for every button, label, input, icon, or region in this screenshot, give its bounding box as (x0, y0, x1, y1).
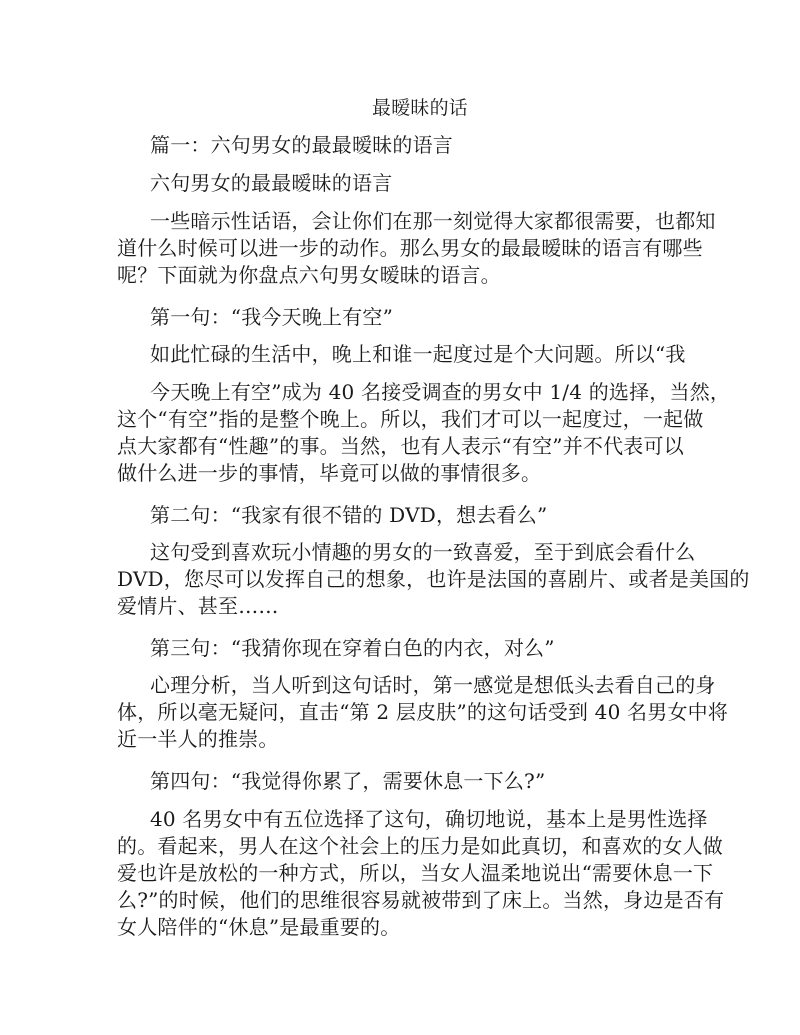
text-line: 点大家都有“性趣”的事。当然，也有人表示“有空”并不代表可以 (117, 434, 684, 458)
text-line: 近一半人的推崇。 (117, 727, 279, 751)
text-line: 女人陪伴的“休息”是最重要的。 (117, 915, 401, 939)
text-line: 道什么时候可以进一步的动作。那么男女的最最暧昧的语言有哪些 (117, 236, 703, 260)
text-line: 的。看起来，男人在这个社会上的压力是如此真切，和喜欢的女人做 (117, 834, 723, 858)
text-line: 心理分析，当人听到这句话时，第一感觉是想低头去看自己的身 (150, 673, 716, 697)
section-heading: 篇一：六句男女的最最暧昧的语言 (150, 133, 453, 157)
text-line: 呢？下面就为你盘点六句男女暧昧的语言。 (117, 263, 501, 287)
text-line: 这句受到喜欢玩小情趣的男女的一致喜爱，至于到底会看什么 (150, 540, 696, 564)
sentence-heading: 第三句：“我猜你现在穿着白色的内衣，对么” (150, 636, 555, 660)
text-line: 爱情片、甚至…… (117, 594, 279, 618)
document-title: 最暧昧的话 (371, 97, 468, 119)
sentence-heading: 第四句：“我觉得你累了，需要休息一下么?” (150, 769, 546, 793)
text-line: 40 名男女中有五位选择了这句，确切地说，基本上是男性选择 (150, 807, 708, 831)
text-line: 如此忙碌的生活中，晚上和谁一起度过是个大问题。所以“我 (150, 342, 686, 366)
section-subheading: 六句男女的最最暧昧的语言 (150, 171, 393, 195)
text-line: DVD，您尽可以发挥自己的想象，也许是法国的喜剧片、或者是美国的 (117, 567, 750, 591)
text-line: 一些暗示性话语，会让你们在那一刻觉得大家都很需要，也都知 (150, 209, 716, 233)
sentence-heading: 第二句：“我家有很不错的 DVD，想去看么” (150, 503, 548, 527)
text-line: 做什么进一步的事情，毕竟可以做的事情很多。 (117, 461, 542, 485)
sentence-heading: 第一句：“我今天晚上有空” (150, 305, 394, 329)
text-line: 这个“有空”指的是整个晚上。所以，我们才可以一起度过，一起做 (117, 407, 704, 431)
text-line: 爱也许是放松的一种方式，所以，当女人温柔地说出“需要休息一下 (117, 861, 714, 885)
text-line: 么?”的时候，他们的思维很容易就被带到了床上。当然，身边是否有 (117, 888, 725, 912)
text-line: 体，所以毫无疑问，直击“第 2 层皮肤”的这句话受到 40 名男女中将 (117, 700, 729, 724)
text-line: 今天晚上有空”成为 40 名接受调查的男女中 1/4 的选择，当然， (150, 380, 731, 404)
